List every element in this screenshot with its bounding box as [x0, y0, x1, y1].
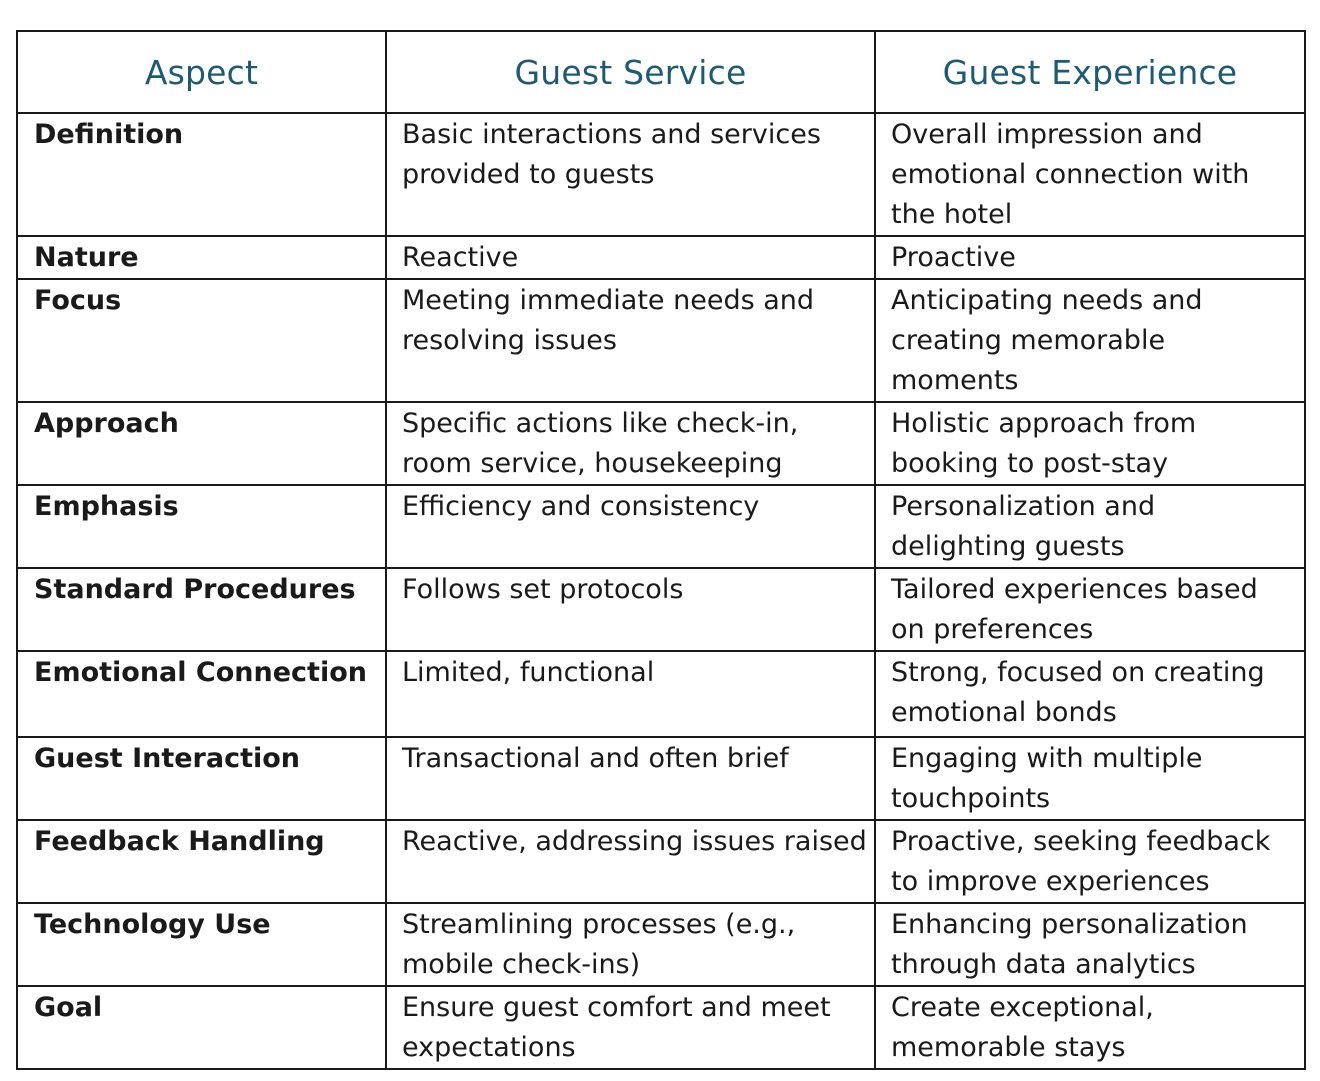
- row-experience-cell: [875, 651, 1305, 737]
- table-row: [17, 737, 1305, 820]
- row-experience-cell: [875, 737, 1305, 820]
- row-aspect-label: Emotional Connection: [34, 657, 367, 688]
- row-service-cell: [386, 279, 875, 402]
- row-experience-cell: [875, 236, 1305, 279]
- row-service-text: Follows set protocols: [402, 574, 684, 605]
- row-aspect-label: Goal: [34, 992, 103, 1023]
- row-service-cell: [386, 820, 875, 903]
- table-row: [17, 986, 1305, 1069]
- row-service-cell: [386, 485, 875, 568]
- row-service-cell: [386, 113, 875, 236]
- row-service-cell: [386, 986, 875, 1069]
- row-aspect-cell: [17, 113, 386, 236]
- row-aspect-cell: [17, 485, 386, 568]
- row-experience-text: Tailored experiences based on preferences: [891, 574, 1258, 645]
- row-experience-cell: [875, 903, 1305, 986]
- row-aspect-label: Feedback Handling: [34, 826, 325, 857]
- row-experience-text: Proactive: [891, 242, 1016, 273]
- row-aspect-cell: [17, 820, 386, 903]
- table-row: [17, 651, 1305, 737]
- row-experience-text: Overall impression and emotional connection with the hotel: [891, 119, 1250, 230]
- row-experience-text: Create exceptional, memorable stays: [891, 992, 1154, 1063]
- row-experience-text: Engaging with multiple touchpoints: [891, 743, 1203, 814]
- row-service-text: Reactive, addressing issues raised: [402, 826, 867, 857]
- row-experience-text: Personalization and delighting guests: [891, 491, 1156, 562]
- row-service-text: Specific actions like check-in, room service, housekeeping: [402, 408, 799, 479]
- row-aspect-label: Emphasis: [34, 491, 179, 522]
- table-row: [17, 279, 1305, 402]
- row-experience-cell: [875, 568, 1305, 651]
- row-service-text: Limited, functional: [402, 657, 655, 688]
- row-experience-text: Anticipating needs and creating memorable moments: [891, 285, 1203, 396]
- row-service-text: Basic interactions and services provided to guests: [402, 119, 821, 190]
- table-row: [17, 903, 1305, 986]
- row-experience-cell: [875, 820, 1305, 903]
- header-guest-experience: Guest Experience: [875, 31, 1305, 113]
- row-experience-text: Proactive, seeking feedback to improve experiences: [891, 826, 1271, 897]
- header-row: [17, 31, 1305, 113]
- row-service-cell: [386, 568, 875, 651]
- row-aspect-label: Technology Use: [34, 909, 271, 940]
- row-service-text: Reactive: [402, 242, 519, 273]
- row-aspect-cell: [17, 402, 386, 485]
- table-row: [17, 820, 1305, 903]
- row-aspect-label: Standard Procedures: [34, 574, 356, 605]
- table-row: [17, 113, 1305, 236]
- row-service-cell: [386, 737, 875, 820]
- row-aspect-cell: [17, 236, 386, 279]
- header-guest-service: Guest Service: [386, 31, 875, 113]
- table-row: [17, 485, 1305, 568]
- row-experience-cell: [875, 113, 1305, 236]
- row-service-text: Transactional and often brief: [402, 743, 789, 774]
- row-aspect-cell: [17, 568, 386, 651]
- table-row: [17, 236, 1305, 279]
- row-aspect-label: Approach: [34, 408, 179, 439]
- row-aspect-cell: [17, 737, 386, 820]
- row-service-text: Streamlining processes (e.g., mobile check-ins): [402, 909, 796, 980]
- row-aspect-label: Nature: [34, 242, 139, 273]
- header-aspect: Aspect: [17, 31, 386, 113]
- comparison-table-container: [16, 30, 1304, 1070]
- row-service-text: Efficiency and consistency: [402, 491, 760, 522]
- row-service-cell: [386, 651, 875, 737]
- row-experience-text: Holistic approach from booking to post-stay: [891, 408, 1197, 479]
- row-experience-cell: [875, 485, 1305, 568]
- row-experience-text: Enhancing personalization through data analytics: [891, 909, 1248, 980]
- table-row: [17, 568, 1305, 651]
- row-service-cell: [386, 236, 875, 279]
- row-aspect-cell: [17, 903, 386, 986]
- row-service-text: Meeting immediate needs and resolving issues: [402, 285, 815, 356]
- row-aspect-label: Definition: [34, 119, 184, 150]
- table-row: [17, 402, 1305, 485]
- row-experience-text: Strong, focused on creating emotional bonds: [891, 657, 1265, 728]
- row-experience-cell: [875, 279, 1305, 402]
- row-aspect-cell: [17, 651, 386, 737]
- row-aspect-label: Focus: [34, 285, 122, 316]
- row-aspect-cell: [17, 986, 386, 1069]
- row-service-cell: [386, 903, 875, 986]
- row-service-text: Ensure guest comfort and meet expectations: [402, 992, 831, 1063]
- row-experience-cell: [875, 986, 1305, 1069]
- row-service-cell: [386, 402, 875, 485]
- comparison-table: [16, 30, 1306, 1070]
- row-experience-cell: [875, 402, 1305, 485]
- row-aspect-label: Guest Interaction: [34, 743, 301, 774]
- row-aspect-cell: [17, 279, 386, 402]
